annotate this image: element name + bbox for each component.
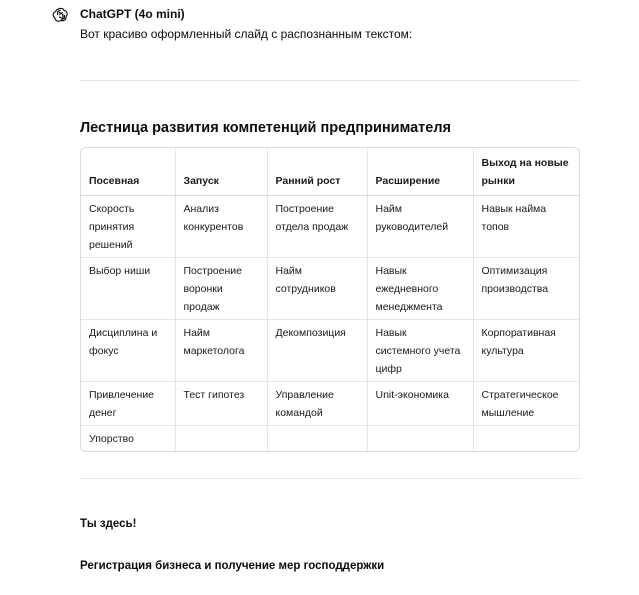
you-are-here-label: Ты здесь! (80, 518, 137, 530)
table-cell: Найм руководителей (367, 196, 473, 258)
table-cell: Корпоративная культура (473, 320, 579, 382)
table-cell: Дисциплина и фокус (81, 320, 175, 382)
divider-top (80, 80, 579, 81)
table-cell (367, 426, 473, 452)
message-author: ChatGPT (4o mini) (80, 7, 185, 21)
header-launch: Запуск (175, 148, 267, 196)
registration-label: Регистрация бизнеса и получение мер господдержки (80, 560, 385, 572)
table-cell: Навык системного учета цифр (367, 320, 473, 382)
table-cell: Выбор ниши (81, 258, 175, 320)
table-row (81, 320, 579, 382)
table-cell: Привлечение денег (81, 382, 175, 426)
table-row (81, 426, 579, 452)
competency-table (80, 147, 580, 452)
header-expansion: Расширение (367, 148, 473, 196)
table-cell: Найм маркетолога (175, 320, 267, 382)
openai-logo-icon (52, 6, 70, 24)
divider-bottom (80, 478, 579, 479)
slide-title: Лестница развития компетенций предпринимателя (80, 120, 452, 136)
table-header-row (81, 148, 579, 196)
table-cell: Упорство (81, 426, 175, 452)
message-intro-text: Вот красиво оформленный слайд с распознанным текстом: (80, 27, 413, 41)
header-early-growth: Ранний рост (267, 148, 367, 196)
table-cell: Стратегическое мышление (473, 382, 579, 426)
table-cell: Построение воронки продаж (175, 258, 267, 320)
table-cell: Навык ежедневного менеджмента (367, 258, 473, 320)
table-cell: Unit-экономика (367, 382, 473, 426)
header-new-markets: Выход на новые рынки (473, 148, 579, 196)
table-row (81, 196, 579, 258)
table-cell: Скорость принятия решений (81, 196, 175, 258)
table-cell: Навык найма топов (473, 196, 579, 258)
table-cell: Управление командой (267, 382, 367, 426)
header-seed: Посевная (81, 148, 175, 196)
table-cell: Построение отдела продаж (267, 196, 367, 258)
table-cell: Анализ конкурентов (175, 196, 267, 258)
table-cell (473, 426, 579, 452)
table-row (81, 382, 579, 426)
table-cell: Оптимизация производства (473, 258, 579, 320)
message-header (52, 6, 70, 24)
table-cell: Тест гипотез (175, 382, 267, 426)
table-cell: Декомпозиция (267, 320, 367, 382)
table-cell (175, 426, 267, 452)
table-cell (267, 426, 367, 452)
table-cell: Найм сотрудников (267, 258, 367, 320)
table-row (81, 258, 579, 320)
